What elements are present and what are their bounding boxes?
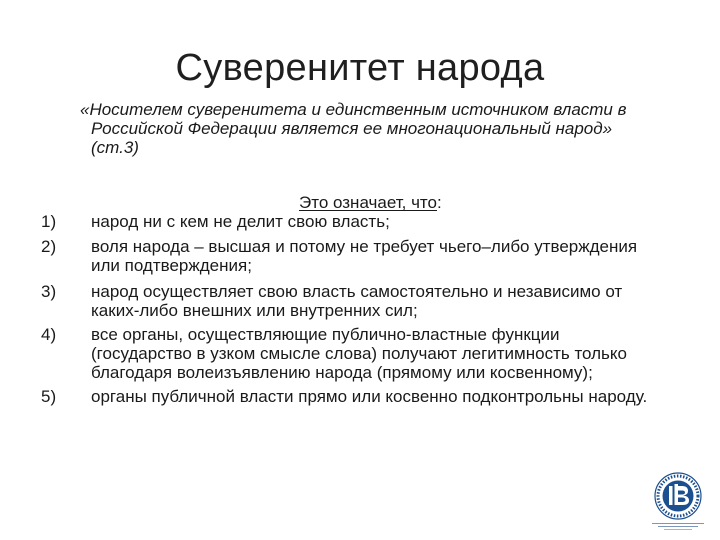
list-item-line: каких-либо внешних или внутренних сил; — [91, 301, 418, 320]
list-item-text — [91, 237, 711, 275]
meaning-heading — [299, 193, 442, 212]
meaning-colon: : — [436, 193, 442, 212]
list-item-line: (государство в узком смысле слова) получают легитимность только — [91, 344, 627, 363]
list-item-line: органы публичной власти прямо или косвенно подконтрольны народу. — [91, 387, 648, 406]
list-item-line: народ осуществляет свою власть самостоятельно и независимо от — [91, 282, 623, 301]
list-item-text — [91, 212, 711, 231]
quote-line: Российской Федерации является ее многонациональный народ» — [91, 119, 613, 138]
meaning-label: Это означает, что — [299, 193, 437, 212]
list-item-text — [91, 387, 711, 406]
list-item-line: воля народа – высшая и потому не требует чьего–либо утверждения — [91, 237, 638, 256]
list-item-line: все органы, осуществляющие публично-властные функции — [91, 325, 560, 344]
constitution-quote — [80, 100, 680, 157]
list-item-number: 4) — [41, 325, 57, 344]
list-item-number: 2) — [41, 237, 57, 256]
university-emblem-icon — [648, 470, 708, 532]
quote-line: (ст.3) — [91, 138, 139, 157]
list-item-line: народ ни с кем не делит свою власть; — [91, 212, 390, 231]
slide-title: Суверенитет народа — [175, 47, 545, 89]
list-item-number: 1) — [41, 212, 57, 231]
list-item-line: или подтверждения; — [91, 256, 252, 275]
list-item-number: 5) — [41, 387, 57, 406]
list-item-number: 3) — [41, 282, 57, 301]
quote-line: «Носителем суверенитета и единственным источником власти в — [80, 100, 627, 119]
list-item-text — [91, 282, 711, 320]
list-item-text — [91, 325, 711, 382]
list-item-line: благодаря волеизъявлению народа (прямому или косвенному); — [91, 363, 593, 382]
